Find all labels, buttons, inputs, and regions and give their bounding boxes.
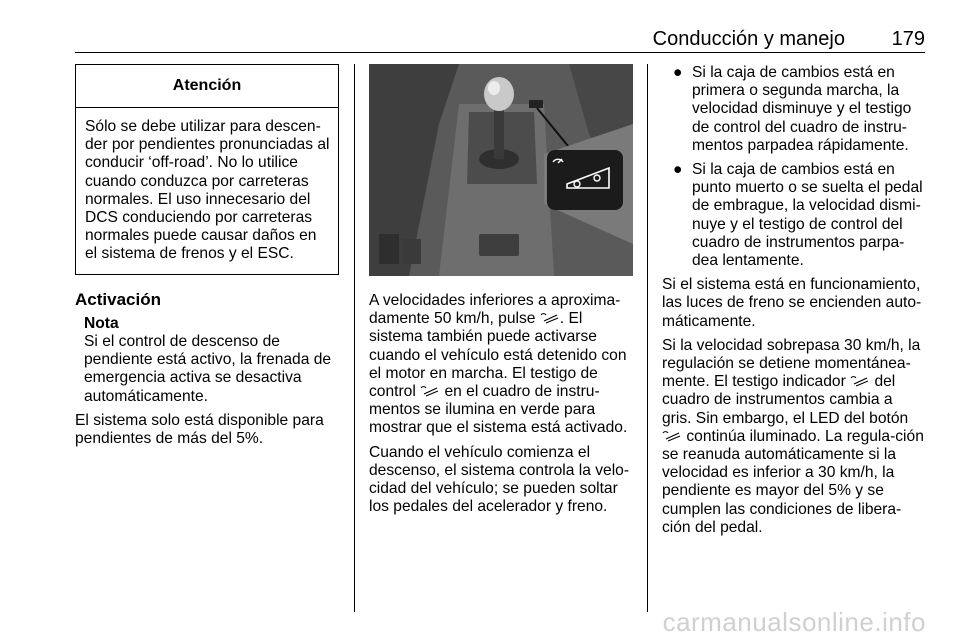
note-text: Si el control de descenso de pendiente está activo, la frenada de emergencia activa se desactiva automáticamente. [84, 333, 332, 405]
activation-paragraph [369, 292, 633, 438]
console-illustration [369, 64, 633, 276]
activation-text-a: A velocidades inferiores a aproxima-damente 50 km/h, pulse [369, 292, 621, 328]
activation-heading: Activación [75, 289, 161, 309]
speed-text-b: del cuadro de instrumentos cambia a gris. Sin embargo, el LED del botón [662, 373, 909, 427]
attention-title: Atención [76, 65, 338, 108]
bullet-list [662, 64, 926, 270]
availability-paragraph: El sistema solo está disponible para pendientes de más del 5%. [75, 411, 324, 448]
bullet-dot: ● [673, 64, 683, 81]
bullet-text: Si la caja de cambios está en punto muerto o se suelta el pedal de embrague, la velocidad dismi-nuye y el testigo de control del cuadro de instrumentos parpa-dea lentamente. [692, 161, 923, 270]
speed-text-a: Si la velocidad sobrepasa 30 km/h, la regulación se detiene momentánea-mente. El testigo indicador [662, 336, 921, 391]
column-3 [662, 64, 926, 543]
bullet-text: Si la caja de cambios está en primera o segunda marcha, la velocidad disminuye y el testigo de control del cuadro de instru-mentos parpadea rápidamente. [692, 64, 912, 154]
center-console-figure [369, 64, 633, 276]
speed-text-c: continúa iluminado. La regula-ción se reanuda automáticamente si la velocidad es inferior a 30 km/h, la pendiente es mayor del 5% y se cumplen las condiciones de libera-ción del pedal. [662, 427, 924, 536]
note-label: Nota [84, 314, 119, 332]
column-divider-1 [354, 64, 355, 612]
descent-paragraph: Cuando el vehículo comienza el descenso, el sistema controla la velo-cidad del vehículo; se pueden soltar los pedales del acelerador y freno. [369, 443, 630, 516]
attention-body [76, 108, 338, 274]
hill-descent-icon [540, 310, 560, 325]
figure-gap [369, 276, 633, 292]
section-title-header: Conducción y manejo [652, 28, 845, 50]
hill-descent-icon [662, 428, 682, 443]
hill-descent-icon [420, 383, 440, 398]
column-divider-2 [647, 64, 648, 612]
speed-paragraph [662, 337, 926, 537]
list-item [662, 161, 926, 270]
column-2 [369, 64, 633, 522]
activation-text-c: en el cuadro de instru-mentos se ilumina en verde para mostrar que el sistema está activado. [369, 383, 628, 437]
page-number: 179 [891, 28, 925, 50]
page-header [75, 28, 925, 52]
header-rule [75, 52, 925, 53]
column-1 [75, 64, 339, 454]
attention-box [75, 64, 339, 275]
brake-lights-paragraph: Si el sistema está en funcionamiento, las luces de freno se encienden auto-máticamente. [662, 276, 922, 330]
activation-text-b: . El sistema también puede activarse cuando el vehículo está detenido con el motor en marcha. El testigo de control [369, 310, 627, 401]
bullet-dot: ● [673, 161, 683, 179]
watermark: carmanualsonline.info [662, 607, 926, 637]
attention-text: Sólo se debe utilizar para descen-der por pendientes pronunciadas al conducir ‘off-road’. No lo utilice cuando conduzca por carreteras normales. El uso innecesario del DCS conduciendo por carreteras normales puede causar daños en el sistema de frenos y el ESC. [85, 118, 330, 263]
hill-descent-icon [850, 373, 870, 388]
list-item [662, 64, 926, 155]
